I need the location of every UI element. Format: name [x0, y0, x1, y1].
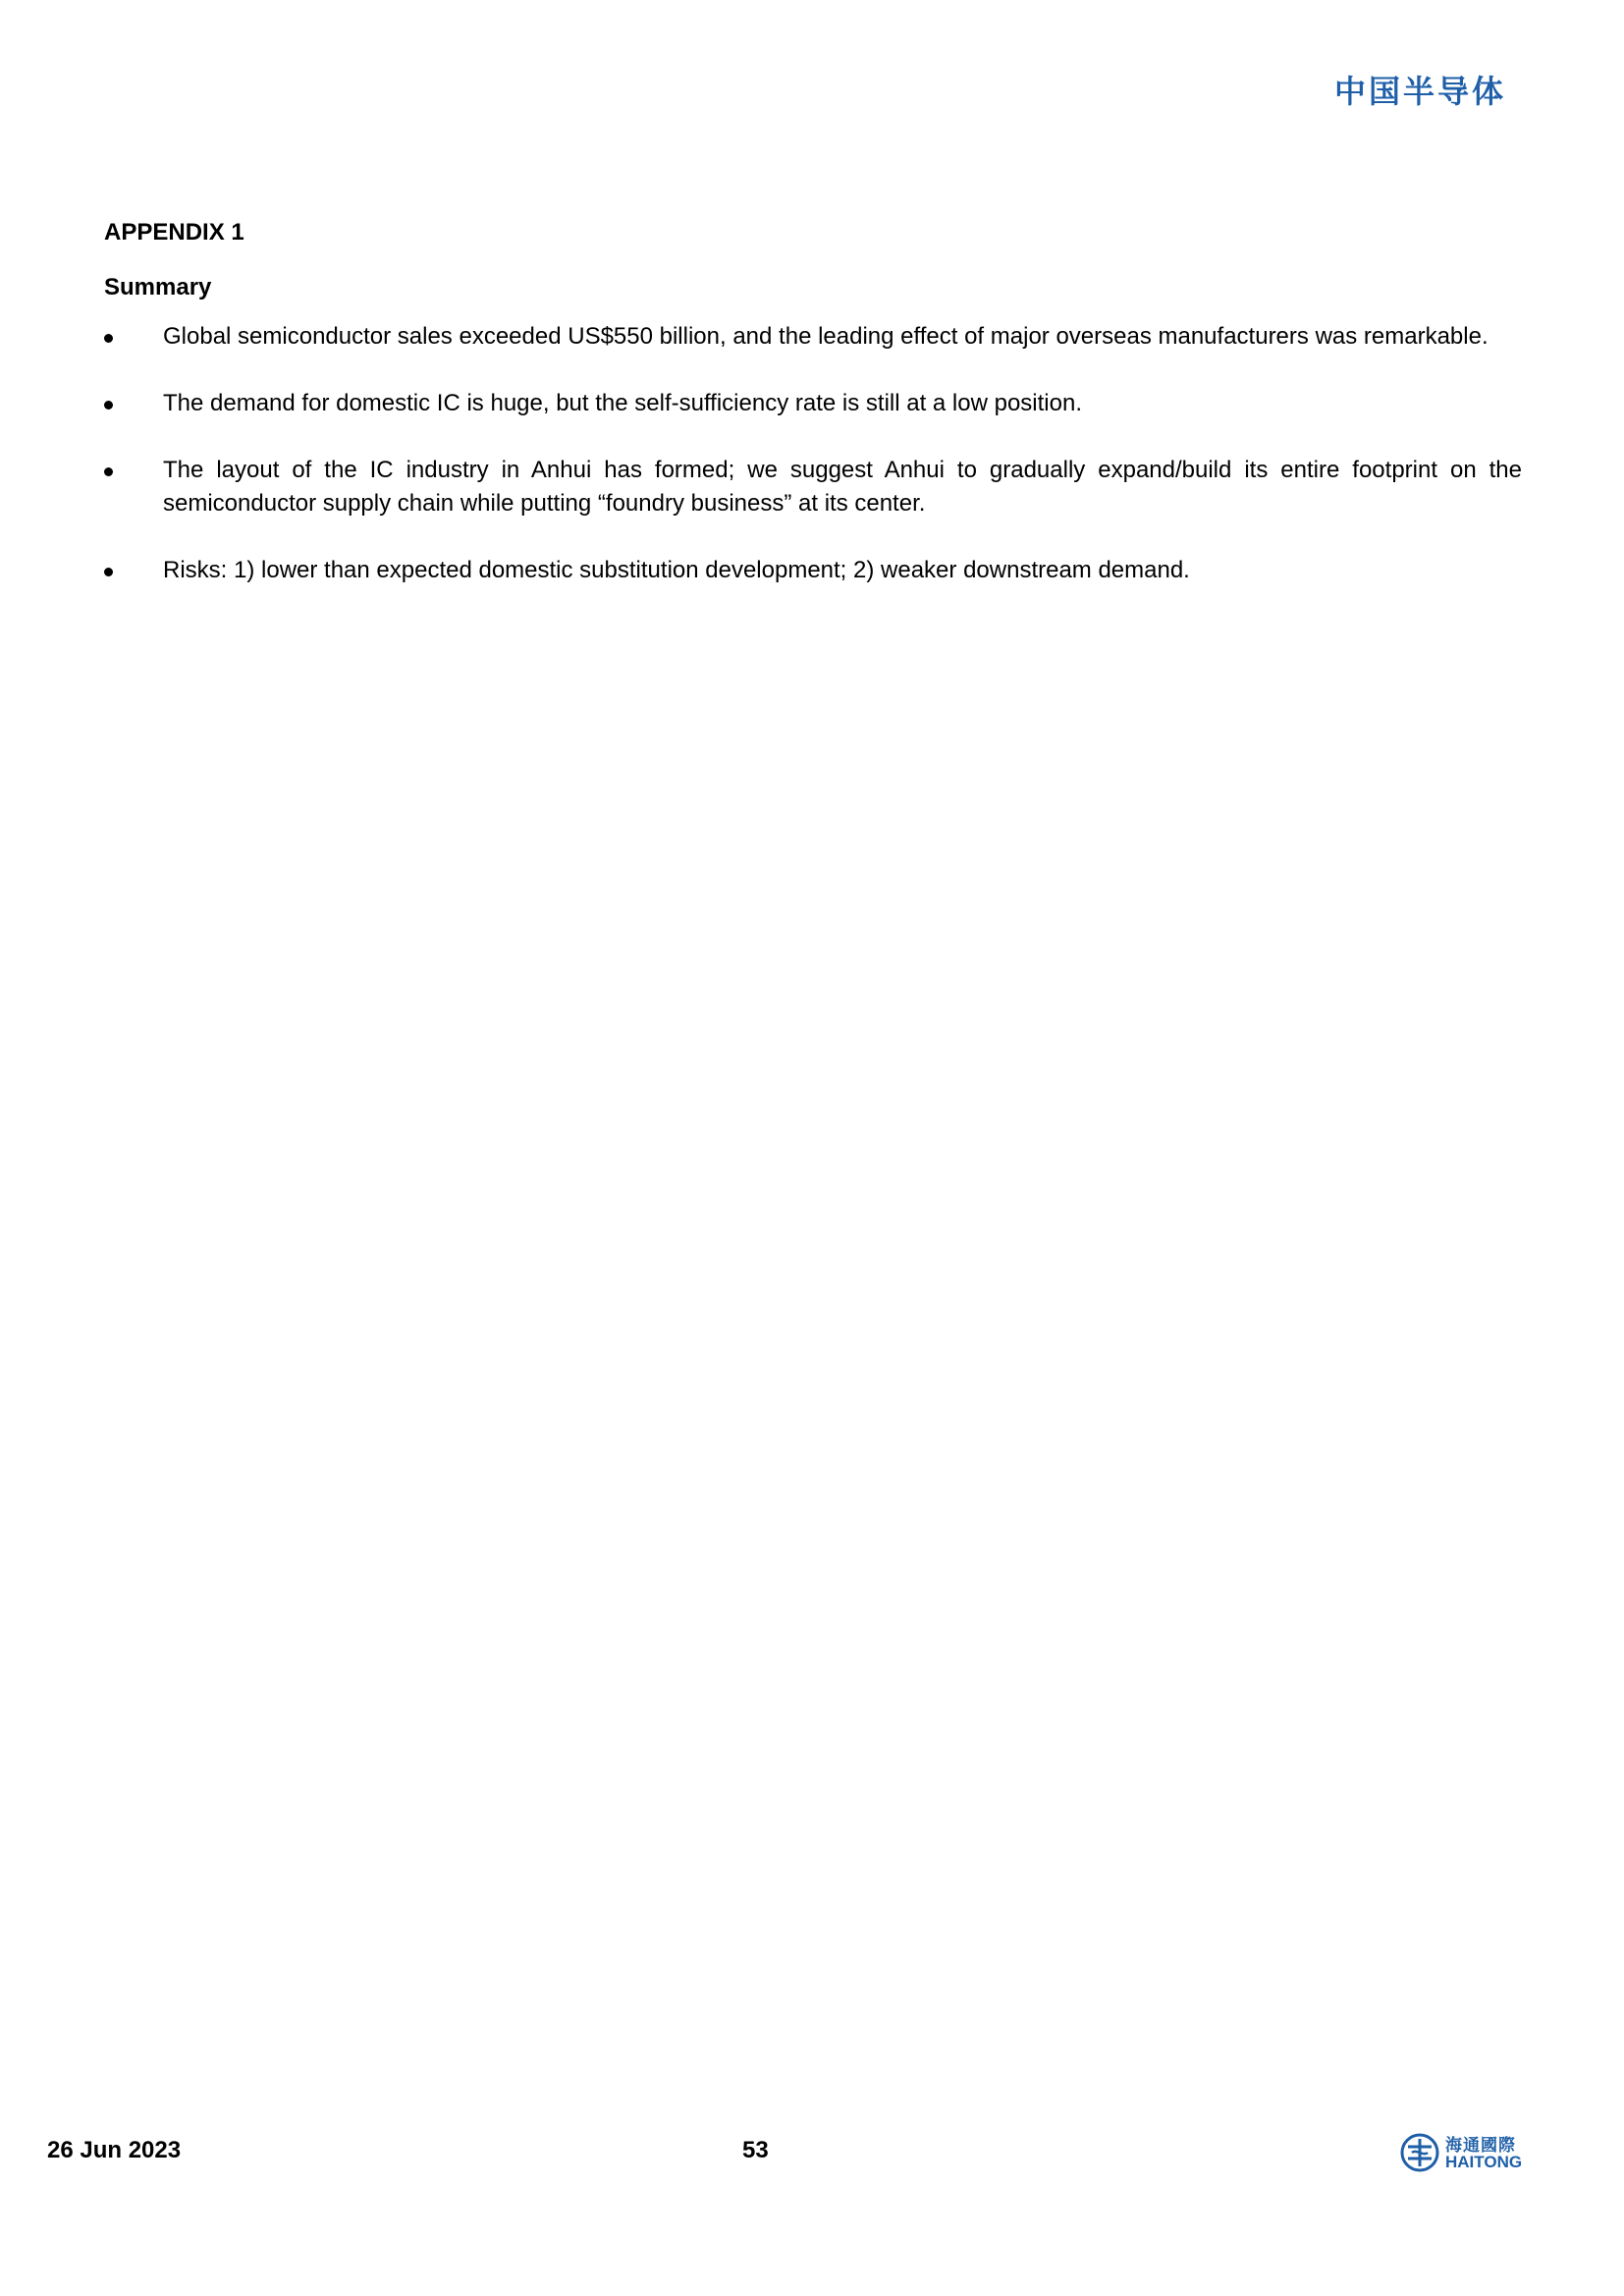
bullet-item [104, 387, 1522, 420]
bullet-item [104, 554, 1522, 587]
bullet-text: The demand for domestic IC is huge, but the self-sufficiency rate is still at a low position. [163, 390, 1082, 416]
summary-heading: Summary [104, 274, 212, 301]
bullet-text: The layout of the IC industry in Anhui has formed; we suggest Anhui to gradually expand/build its entire footprint on the semiconductor supply chain while putting “foundry business” at its center. [163, 457, 1522, 517]
bullet-dot-icon [104, 334, 113, 343]
bullet-dot-icon [104, 568, 113, 576]
bullet-dot-icon [104, 467, 113, 476]
haitong-logo-mark-icon [1400, 2133, 1439, 2172]
page-number: 53 [742, 2137, 769, 2163]
bullet-item [104, 454, 1522, 520]
bullet-text: Global semiconductor sales exceeded US$550 billion, and the leading effect of major overseas manufacturers was remarkable. [163, 323, 1489, 350]
bullet-dot-icon [104, 401, 113, 410]
bullet-item [104, 320, 1522, 354]
page-content [104, 218, 1522, 621]
summary-bullet-list [104, 320, 1522, 587]
page-footer [0, 2131, 1624, 2190]
bullet-text: Risks: 1) lower than expected domestic substitution development; 2) weaker downstream demand. [163, 557, 1190, 583]
logo-text-english: HAITONG [1445, 2153, 1523, 2171]
report-series-title: 中国半导体 [1333, 73, 1506, 110]
haitong-logo [1400, 2131, 1530, 2176]
logo-text-chinese: 海通國際 [1445, 2136, 1516, 2156]
report-date: 26 Jun 2023 [47, 2137, 182, 2163]
appendix-heading: APPENDIX 1 [104, 219, 244, 246]
